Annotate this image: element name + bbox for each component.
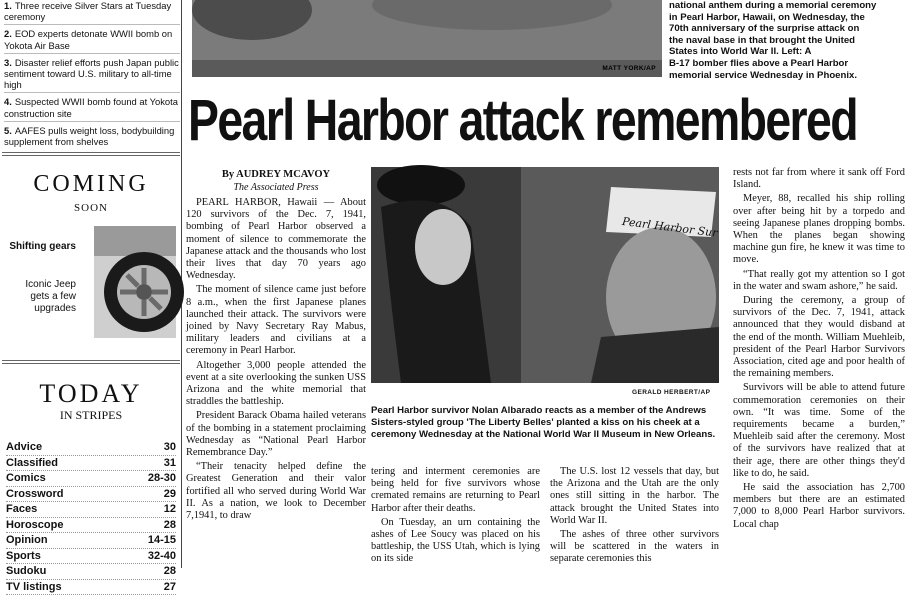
top-photo-caption [669, 0, 907, 81]
index-entry[interactable]: Crossword 29 [6, 487, 176, 503]
paragraph: Altogether 3,000 people attended the event at a site overlooking the sunken USS Arizona and the white memorial that straddles the battleship. [186, 360, 366, 409]
index-entry[interactable]: Horoscope 28 [6, 518, 176, 534]
headline[interactable]: Pearl Harbor attack remembered [188, 86, 764, 156]
sidebar [0, 0, 182, 568]
paragraph: President Barack Obama hailed veterans of the bombing in a statement proclaiming Wednesday as “National Pearl Harbor Remembrance Day.” [186, 410, 366, 459]
caption-line: in Pearl Harbor, Hawaii, on Wednesday, the [669, 12, 907, 24]
index-entry[interactable]: Faces 12 [6, 502, 176, 518]
paragraph: Meyer, 88, recalled his ship rolling over after being hit by a torpedo and seeing Japanese planes dropping bombs. When the planes began showing machine gun fire, he knew it was time to move. [733, 193, 905, 266]
caption-line: the naval base in that brought the United [669, 35, 907, 47]
divider [2, 152, 180, 153]
photo-credit: MATT YORK/AP [602, 65, 656, 72]
top-photo[interactable] [192, 0, 662, 77]
most-read-item[interactable]: 2. EOD experts detonate WWII bomb on Yokota Air Base [4, 28, 180, 53]
paragraph: During the ceremony, a group of survivors of the Dec. 7, 1941, attack announced that they would disband at the end of the month. William Muehleib, president of the Pearl Harbor Survivors Association, cited age and poor health of the remaining members. [733, 295, 905, 380]
hat-text: Pearl Harbor Sur [621, 215, 718, 240]
paragraph: rests not far from where it sank off Ford Island. [733, 167, 905, 191]
divider [2, 363, 180, 364]
caption-line: national anthem during a memorial ceremony [669, 0, 907, 12]
divider [2, 155, 180, 156]
caption-line: 70th anniversary of the surprise attack on [669, 23, 907, 35]
coming-item-text[interactable]: Iconic Jeep gets a few upgrades [4, 279, 76, 315]
coming-title: COMING [0, 171, 182, 198]
coming-subtitle: SOON [0, 202, 182, 214]
caption-line: B-17 bomber flies above a Pearl Harbor [669, 58, 907, 70]
index-entry[interactable]: Comics 28-30 [6, 471, 176, 487]
paragraph: The ashes of three other survivors will be scattered in the waters in separate ceremonies this [550, 529, 719, 566]
article-column-1 [186, 197, 366, 568]
index-entry[interactable]: Classified 31 [6, 456, 176, 472]
paragraph: The moment of silence came just before 8 a.m., when the first Japanese planes launched their attack. The survivors were joined by Navy Secretary Ray Mabus, military leaders and civilians at a ceremony in Pearl Harbor. [186, 284, 366, 357]
index-entry[interactable]: Opinion 14-15 [6, 533, 176, 549]
photo-credit: GERALD HERBERT/AP [632, 389, 710, 396]
index-entry[interactable]: Sports 32-40 [6, 549, 176, 565]
byline: By AUDREY MCAVOY [186, 169, 366, 180]
most-read-item[interactable]: 5. AAFES pulls weight loss, bodybuilding supplement from shelves [4, 125, 180, 149]
paragraph: Survivors will be able to attend future commemoration ceremonies on their own. “It was time. Some of the requirements became a burden,” Muehleib said after the ceremony. Most of the survivors have realized that at their age, there are other things they'd like to do, he said. [733, 382, 905, 480]
most-read-item[interactable]: 4. Suspected WWII bomb found at Yokota construction site [4, 96, 180, 121]
paragraph: PEARL HARBOR, Hawaii — About 120 survivors of the Dec. 7, 1941, bombing of Pearl Harbor observed a moment of silence to commemorate the Japanese attack and the thousands who lost their lives that day 70 years ago Wednesday. [186, 197, 366, 282]
paragraph: “Their tenacity helped define the Greatest Generation and their valor fortified all who served during World War II. As a nation, we look to December 7,1941, to draw [186, 461, 366, 522]
paragraph: He said the association has 2,700 members but there are an estimated 7,000 to 8,000 Pearl Harbor survivors. Local chap [733, 482, 905, 531]
agency: The Associated Press [186, 182, 366, 193]
coming-item-heading[interactable]: Shifting gears [4, 241, 76, 253]
page-index [6, 440, 176, 595]
paragraph: tering and interment ceremonies are being held for five survivors whose cremated remains are returning to Pearl Harbor after their deaths. [371, 466, 540, 515]
paragraph: On Tuesday, an urn containing the ashes of Lee Soucy was placed on his battleship, the USS Utah, which is lying on its side [371, 517, 540, 566]
most-read-item[interactable]: 1. Three receive Silver Stars at Tuesday ceremony [4, 0, 180, 25]
index-entry[interactable]: Sudoku 28 [6, 564, 176, 580]
article-column-4 [733, 167, 905, 568]
caption-line: States into World War II. Left: A [669, 46, 907, 58]
paragraph: The U.S. lost 12 vessels that day, but the Arizona and the Utah are the only ones still sitting in the harbor. The attack brought the United States into World War II. [550, 466, 719, 527]
most-read-item[interactable]: 3. Disaster relief efforts push Japan public sentiment toward U.S. military to all-time high [4, 57, 180, 94]
divider [2, 360, 180, 361]
caption-line: memorial service Wednesday in Phoenix. [669, 70, 907, 82]
main-photo[interactable] [371, 167, 719, 383]
today-subtitle: IN STRIPES [0, 408, 182, 423]
index-entry[interactable]: TV listings 27 [6, 580, 176, 595]
main-photo-caption: Pearl Harbor survivor Nolan Albarado reacts as a member of the Andrews Sisters-styled group 'The Liberty Belles' planted a kiss on his cheek at a ceremony Wednesday at the National World War II Museum in New Orleans. [371, 405, 719, 440]
article-column-3 [550, 466, 719, 568]
article-column-2 [371, 466, 540, 568]
most-read-list [4, 0, 180, 152]
paragraph: “That really got my attention so I got in the water and swam ashore,” he said. [733, 269, 905, 293]
jeep-wheel-image[interactable] [94, 226, 176, 338]
today-title: TODAY [0, 379, 182, 409]
index-entry[interactable]: Advice 30 [6, 440, 176, 456]
